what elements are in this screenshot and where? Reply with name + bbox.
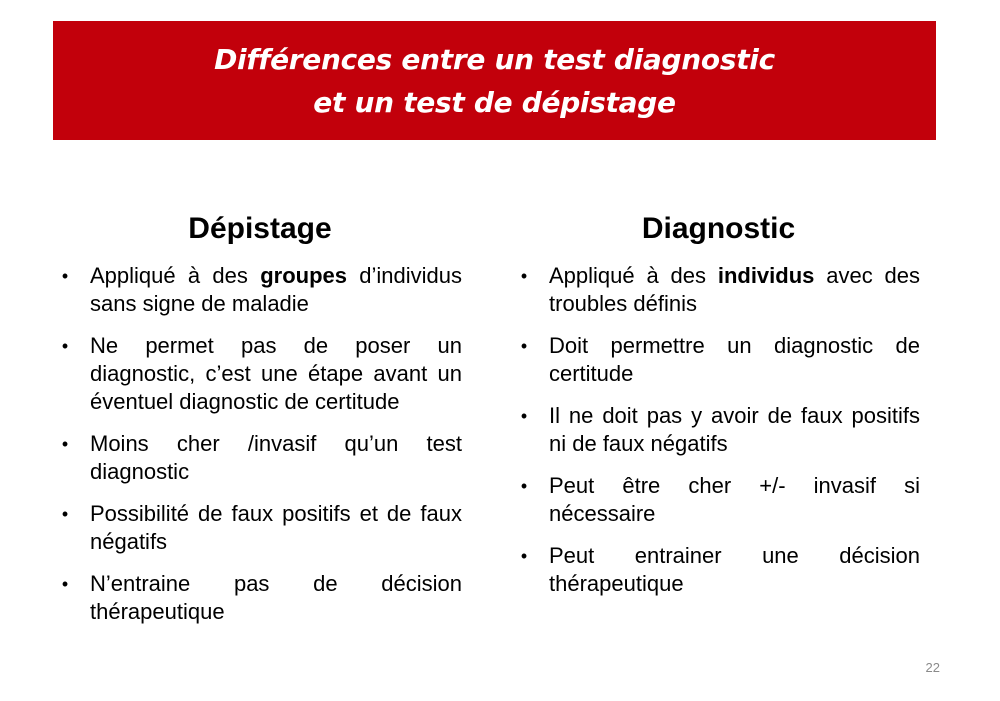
bullet-icon: • bbox=[61, 266, 69, 286]
bullet-icon: • bbox=[520, 406, 528, 426]
list-item: • Doit permettre un diagnostic de certitude bbox=[517, 332, 920, 388]
slide-title-line-1: Différences entre un test diagnostic bbox=[214, 42, 775, 76]
bullet-icon: • bbox=[61, 574, 69, 594]
depistage-heading: Dépistage bbox=[188, 212, 332, 245]
bullet-icon: • bbox=[520, 476, 528, 496]
bullet-icon: • bbox=[61, 504, 69, 524]
list-item: • Appliqué à des individus avec des troubles définis bbox=[517, 262, 920, 318]
depistage-list bbox=[58, 262, 462, 626]
list-item: • N’entraine pas de décision thérapeutique bbox=[58, 570, 462, 626]
page-number: 22 bbox=[925, 660, 940, 675]
title-banner bbox=[53, 21, 936, 140]
list-item: • Appliqué à des groupes d’individus sans signe de maladie bbox=[58, 262, 462, 318]
bullet-icon: • bbox=[61, 336, 69, 356]
diagnostic-column bbox=[517, 212, 920, 612]
diagnostic-heading: Diagnostic bbox=[641, 212, 796, 245]
bullet-icon: • bbox=[520, 336, 528, 356]
list-item: • Peut être cher +/- invasif si nécessaire bbox=[517, 472, 920, 528]
list-item: • Moins cher /invasif qu’un test diagnostic bbox=[58, 430, 462, 486]
diagnostic-list bbox=[517, 262, 920, 598]
depistage-column bbox=[58, 212, 462, 640]
list-item: • Peut entrainer une décision thérapeutique bbox=[517, 542, 920, 598]
list-item: • Ne permet pas de poser un diagnostic, c’est une étape avant un éventuel diagnostic de certitude bbox=[58, 332, 462, 416]
list-item: • Il ne doit pas y avoir de faux positifs ni de faux négatifs bbox=[517, 402, 920, 458]
slide-title-line-2: et un test de dépistage bbox=[313, 85, 676, 119]
list-item: • Possibilité de faux positifs et de faux négatifs bbox=[58, 500, 462, 556]
bullet-icon: • bbox=[61, 434, 69, 454]
bullet-icon: • bbox=[520, 546, 528, 566]
bullet-icon: • bbox=[520, 266, 528, 286]
